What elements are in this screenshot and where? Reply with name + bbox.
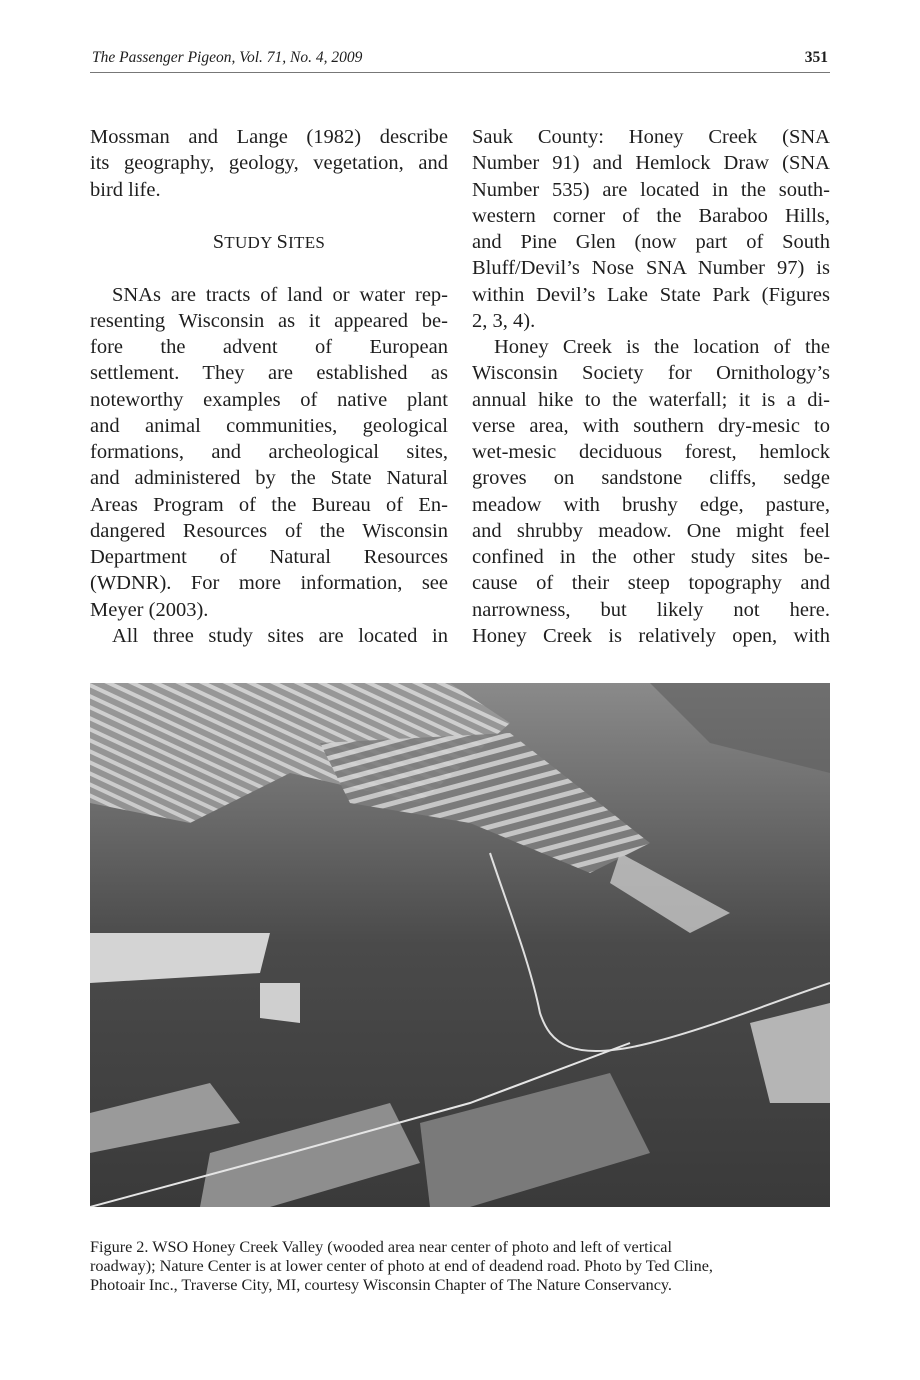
spacer: [90, 255, 448, 281]
text-line: 2, 3, 4).: [472, 309, 536, 332]
text-line: within Devil’s Lake State Park (Figures: [472, 283, 830, 306]
text-line: dangered Resources of the Wisconsin: [90, 519, 448, 542]
header-rule: [90, 72, 830, 73]
text-line: Meyer (2003).: [90, 598, 209, 621]
text-line: confined in the other study sites be-: [472, 546, 830, 568]
text-line: and administered by the State Natural: [90, 467, 448, 490]
heading-part: S: [212, 231, 225, 253]
spacer: [90, 203, 448, 229]
text-line: (WDNR). For more information, see: [90, 572, 448, 595]
text-line: All three study sites are located in: [112, 624, 448, 647]
left-column: [90, 124, 448, 649]
text-line: bird life.: [90, 178, 161, 201]
text-line: Areas Program of the Bureau of En-: [90, 493, 448, 516]
text-line: SNAs are tracts of land or water rep-: [112, 283, 448, 306]
caption-line: Figure 2. WSO Honey Creek Valley (wooded area near center of photo and left of vertical: [90, 1238, 672, 1256]
text-line: meadow with brushy edge, pasture,: [472, 493, 830, 516]
text-line: and shrubby meadow. One might feel: [472, 519, 830, 542]
aerial-photo-honey-creek-valley: [90, 683, 830, 1207]
text-line: narrowness, but likely not here.: [472, 598, 830, 621]
text-line: Honey Creek is the location of the: [494, 336, 830, 358]
section-heading-study-sites: [90, 229, 448, 255]
text-line: and Pine Glen (now part of South: [472, 231, 830, 253]
text-line: Sauk County: Honey Creek (SNA: [472, 126, 830, 148]
page-number: 351: [804, 49, 828, 66]
text-line: annual hike to the waterfall; it is a di-: [472, 388, 830, 411]
caption-line: Photoair Inc., Traverse City, MI, courtesy Wisconsin Chapter of The Nature Conservancy.: [90, 1276, 672, 1295]
text-line: verse area, with southern dry-mesic to: [472, 414, 830, 437]
text-line: formations, and archeological sites,: [90, 441, 448, 463]
text-line: wet-mesic deciduous forest, hemlock: [472, 441, 830, 463]
right-column: [472, 124, 830, 649]
heading-part: S: [276, 231, 289, 253]
text-line: fore the advent of European: [90, 336, 448, 358]
running-header-journal: The Passenger Pigeon, Vol. 71, No. 4, 2009: [92, 49, 363, 66]
text-line: noteworthy examples of native plant: [90, 388, 448, 411]
text-line: Bluff/Devil’s Nose SNA Number 97) is: [472, 257, 830, 280]
text-line: and animal communities, geological: [90, 414, 448, 437]
text-line: Number 91) and Hemlock Draw (SNA: [472, 152, 830, 175]
heading-part: ITES: [288, 233, 326, 252]
text-line: groves on sandstone cliffs, sedge: [472, 467, 830, 490]
text-line: its geography, geology, vegetation, and: [90, 152, 448, 175]
text-line: settlement. They are established as: [90, 362, 448, 385]
text-line: Mossman and Lange (1982) describe: [90, 126, 448, 148]
text-line: Number 535) are located in the south-: [472, 178, 830, 201]
text-line: Wisconsin Society for Ornithology’s: [472, 362, 830, 385]
heading-part: TUDY: [224, 233, 277, 252]
text-line: cause of their steep topography and: [472, 572, 830, 595]
text-line: western corner of the Baraboo Hills,: [472, 204, 830, 227]
text-line: resenting Wisconsin as it appeared be-: [90, 309, 448, 332]
figure-caption: [90, 1238, 830, 1296]
text-line: Honey Creek is relatively open, with: [472, 624, 830, 647]
caption-line: roadway); Nature Center is at lower center of photo at end of deadend road. Photo by Ted Cline,: [90, 1257, 713, 1276]
text-line: Department of Natural Resources: [90, 546, 448, 568]
